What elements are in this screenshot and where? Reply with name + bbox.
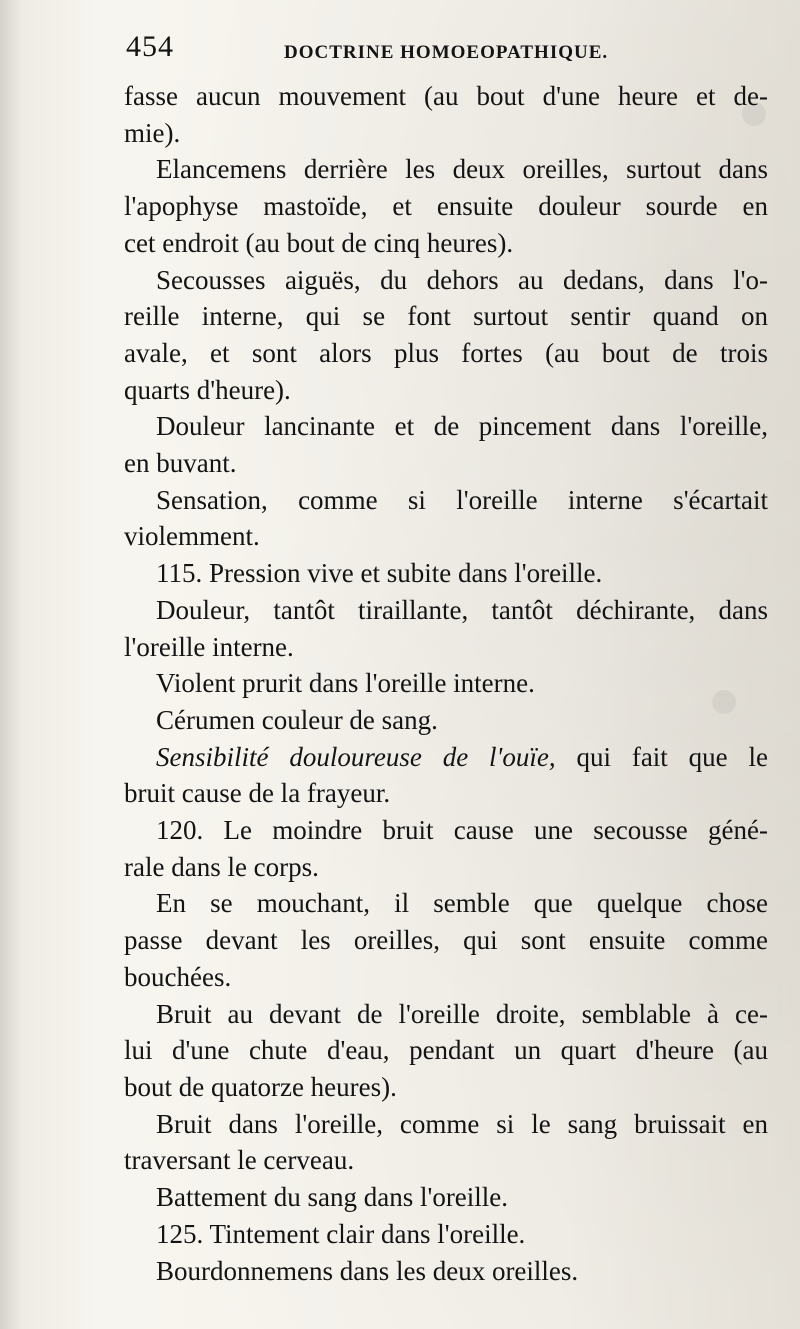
text-line: bout de quatorze heures). — [124, 1071, 397, 1102]
text-line: reille interne, qui se font surtout sentir quand on — [124, 301, 768, 332]
running-head: DOCTRINE HOMOEOPATHIQUE. — [284, 42, 609, 63]
text-line: cet endroit (au bout de cinq heures). — [124, 227, 514, 258]
text-line: quarts d'heure). — [124, 374, 291, 405]
text-line: l'oreille interne. — [124, 631, 294, 662]
text-line: Violent prurit dans l'oreille interne. — [156, 668, 535, 699]
page-header — [126, 30, 766, 70]
text-line: mie). — [124, 117, 181, 148]
text-line: En se mouchant, il semble que quelque chose — [156, 888, 768, 919]
text-line: Bruit dans l'oreille, comme si le sang bruissait en — [156, 1108, 768, 1139]
italic-text: Sensibilité douloureuse de l'ouïe, — [156, 741, 556, 772]
text-line: en buvant. — [124, 448, 237, 479]
text-line: Bruit au devant de l'oreille droite, semblable à ce- — [156, 998, 768, 1029]
text-line: traversant le cerveau. — [124, 1145, 355, 1176]
text-line: 120. Le moindre bruit cause une secousse géné- — [156, 815, 768, 846]
text-line: l'apophyse mastoïde, et ensuite douleur sourde en — [124, 191, 768, 222]
text-line: passe devant les oreilles, qui sont ensuite comme — [124, 925, 768, 956]
text-line: Secousses aiguës, du dehors au dedans, dans l'o- — [156, 264, 768, 295]
text-line: bouchées. — [124, 961, 232, 992]
text-line: lui d'une chute d'eau, pendant un quart d'heure (au — [124, 1035, 768, 1066]
text-line: Battement du sang dans l'oreille. — [156, 1182, 509, 1213]
text-line: violemment. — [124, 521, 260, 552]
text-line: Bourdonnemens dans les deux oreilles. — [156, 1255, 579, 1286]
page-text — [124, 78, 768, 1289]
text-line: Douleur, tantôt tiraillante, tantôt déchirante, dans — [156, 594, 768, 625]
text-line: Cérumen couleur de sang. — [156, 704, 438, 735]
text-span: qui fait que le — [576, 741, 769, 772]
text-line — [124, 739, 768, 776]
text-line: 115. Pression vive et subite dans l'oreille. — [156, 558, 603, 589]
page-gutter-shadow — [0, 0, 22, 1329]
page-number: 454 — [126, 30, 174, 63]
text-line: 125. Tintement clair dans l'oreille. — [156, 1218, 526, 1249]
text-line: fasse aucun mouvement (au bout d'une heure et de- — [124, 81, 768, 111]
text-line: Douleur lancinante et de pincement dans l'oreille, — [156, 411, 768, 442]
text-line: avale, et sont alors plus fortes (au bout de trois — [124, 337, 768, 368]
text-line: Elancemens derrière les deux oreilles, surtout dans — [156, 154, 768, 185]
text-line: rale dans le corps. — [124, 851, 319, 882]
text-line: bruit cause de la frayeur. — [124, 778, 391, 809]
text-line: Sensation, comme si l'oreille interne s'écartait — [156, 484, 768, 515]
